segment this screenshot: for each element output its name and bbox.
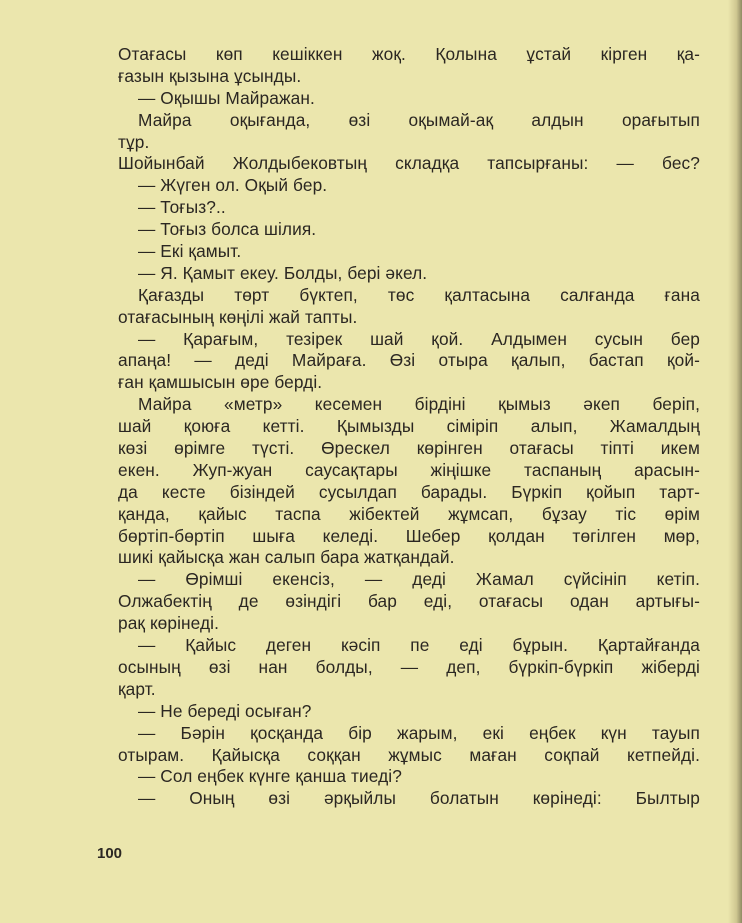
text-line: да кесте бізіндей сусылдап барады. Бүркіп қойып тарт- [118,481,700,502]
page-body-text [118,44,700,810]
text-line: — Өрімші екенсіз, — деді Жамал сүйсініп кетіп. [138,569,700,590]
text-line: отағасының көңілі жай тапты. [118,306,358,327]
text-line: — Бәрін қосқанда бір жарым, екі еңбек күн тауып [138,722,700,743]
text-line: — Оқышы Майражан. [138,87,315,108]
text-line: — Қарағым, тезірек шай қой. Алдымен сусын бер [138,328,700,349]
text-line: тұр. [118,131,150,152]
text-line: — Я. Қамыт екеу. Болды, бері әкел. [138,262,428,283]
text-line: — Оның өзі әрқыйлы болатын көрінеді: Былтыр [138,788,700,809]
text-line: ғазын қызына ұсынды. [118,65,302,86]
text-line: Отағасы көп кешіккен жоқ. Қолына ұстай кірген қа- [118,44,700,64]
page-number: 100 [97,845,123,862]
text-line: қарт. [118,678,156,699]
text-line: — Қайыс деген кәсіп пе еді бұрын. Қартайғанда [138,635,700,656]
text-line: — Тоғыз?.. [138,197,226,218]
text-line: — Екі қамыт. [138,241,242,262]
text-line: осының өзі нан болды, — деп, бүркіп-бүркіп жіберді [118,656,700,677]
text-line: шикі қайысқа жан салып бара жатқандай. [118,547,455,568]
text-line: бөртіп-бөртіп шыға келеді. Шебер қолдан төгілген мөр, [118,525,700,546]
text-line: — Тоғыз болса шілия. [138,219,317,240]
page-edge-shadow [728,0,742,923]
text-line: қанда, қайыс таспа жібектей жұмсап, бұзау тіс өрім [118,503,700,524]
text-line: — Сол еңбек күнге қанша тиеді? [138,766,402,787]
text-line: Майра оқығанда, өзі оқымай-ақ алдын орағытып [138,109,700,130]
text-line: апаңа! — деді Майраға. Өзі отыра қалып, бастап қой- [118,350,700,371]
text-line: отырам. Қайысқа соққан жұмыс маған соқпай кетпейді. [118,744,700,765]
text-line: көзі өрімге түсті. Өрескел көрінген отағасы тіпті икем [118,438,700,459]
text-line: Олжабектің де өзіндігі бар еді, отағасы одан артығы- [118,591,700,612]
text-line: Шойынбай Жолдыбековтың складқа тапсырғаны: — бес? [118,153,700,174]
text-line: — Не береді осыған? [138,700,312,721]
text-line: шай қоюға кетті. Қымызды сіміріп алып, Жамалдың [118,416,700,437]
text-line: екен. Жуп-жуан саусақтары жіңішке таспаның арасын- [118,459,700,480]
text-line: Қағазды төрт бүктеп, төс қалтасына салғанда ғана [138,284,700,305]
text-line: Майра «метр» кесемен бірдіні қымыз әкеп беріп, [138,394,700,415]
text-line: — Жүген ол. Оқый бер. [138,175,328,196]
text-line: рақ көрінеді. [118,613,220,634]
text-line: ған қамшысын өре берді. [118,372,323,393]
